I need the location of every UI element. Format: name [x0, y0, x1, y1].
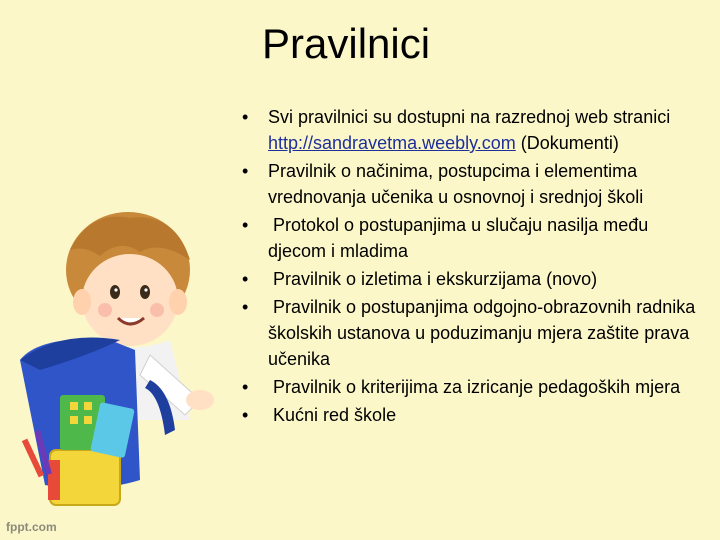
list-item-text: Protokol o postupanjima u slučaju nasilja među djecom i mladima	[268, 215, 654, 261]
list-item	[240, 294, 710, 372]
bullet-icon: •	[242, 377, 249, 397]
bullet-list	[240, 104, 710, 430]
list-item-text: Pravilnik o izletima i ekskurzijama (novo)	[268, 269, 598, 289]
list-item-text: Pravilnik o kriterijima za izricanje pedagoških mjera	[268, 377, 681, 397]
slide-title: Pravilnici	[262, 20, 431, 67]
list-item	[240, 266, 710, 292]
bullet-icon: •	[242, 269, 249, 289]
watermark-logo: fppt.com	[6, 520, 57, 534]
list-item-text: Pravilnik o načinima, postupcima i elementima vrednovanja učenika u osnovnoj i srednjoj školi	[268, 161, 644, 207]
bullet-icon: •	[242, 107, 249, 127]
bullet-icon: •	[242, 405, 249, 425]
list-item-text	[268, 107, 675, 153]
list-item	[240, 402, 710, 428]
list-item	[240, 104, 710, 156]
list-item	[240, 212, 710, 264]
list-item	[240, 374, 710, 400]
list-item-text-end: (Dokumenti)	[515, 133, 619, 153]
bullet-icon: •	[242, 297, 249, 317]
schoolboy-backpack-illustration	[0, 190, 240, 520]
list-item-text: Kućni red škole	[268, 405, 397, 425]
website-link[interactable]: http://sandravetma.weebly.com	[268, 133, 516, 153]
face	[82, 254, 178, 346]
list-item-text: Pravilnik o postupanjima odgojno-obrazovnih radnika školskih ustanova u poduzimanju mjera zaštite prava učenika	[268, 297, 701, 369]
list-item-text-start: Svi pravilnici su dostupni na razrednoj web stranici	[268, 107, 676, 127]
bullet-icon: •	[242, 161, 249, 181]
list-item	[240, 158, 710, 210]
bullet-icon: •	[242, 215, 249, 235]
